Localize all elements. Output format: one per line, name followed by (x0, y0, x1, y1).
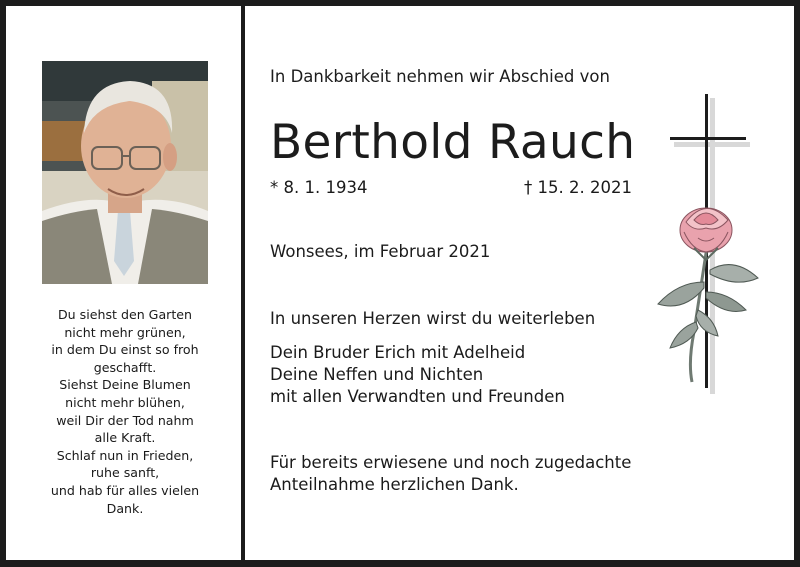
thanks-line: Für bereits erwiesene und noch zugedachte (270, 453, 632, 472)
poem-line: Siehst Deine Blumen (59, 377, 191, 393)
cross-with-rose-icon (648, 92, 768, 412)
memorial-poem (14, 306, 236, 517)
birth-date: * 8. 1. 1934 (270, 178, 368, 197)
poem-line: Du siehst den Garten (57, 307, 193, 322)
poem-line: alle Kraft. (94, 430, 156, 446)
poem-line: nicht mehr blühen, (65, 394, 185, 410)
intro-line: In Dankbarkeit nehmen wir Abschied von (270, 67, 610, 86)
poem-line: Dank. (106, 500, 144, 516)
poem-line: weil Dir der Tod nahm (56, 412, 194, 428)
deceased-name: Berthold Rauch (270, 115, 636, 170)
place-date: Wonsees, im Februar 2021 (270, 242, 491, 261)
mourner-line: Deine Neffen und Nichten (270, 365, 484, 384)
poem-line: und hab für alles vielen (50, 482, 200, 498)
thanks-line: Anteilnahme herzlichen Dank. (270, 475, 519, 494)
poem-line: in dem Du einst so froh (51, 342, 199, 358)
poem-line: ruhe sanft, (90, 465, 160, 481)
mourner-line: Dein Bruder Erich mit Adelheid (270, 343, 526, 362)
poem-line: nicht mehr grünen, (64, 324, 186, 340)
portrait-illustration (42, 61, 208, 284)
poem-line: geschafft. (93, 359, 157, 375)
mourners-list (270, 342, 565, 408)
column-divider (241, 0, 245, 567)
mourner-line: mit allen Verwandten und Freunden (270, 387, 565, 406)
poem-line: Schlaf nun in Frieden, (56, 447, 194, 463)
thanks-note (270, 452, 631, 496)
memorial-motto: In unseren Herzen wirst du weiterleben (270, 309, 596, 328)
death-date: † 15. 2. 2021 (524, 178, 632, 197)
portrait-photo (42, 61, 208, 284)
